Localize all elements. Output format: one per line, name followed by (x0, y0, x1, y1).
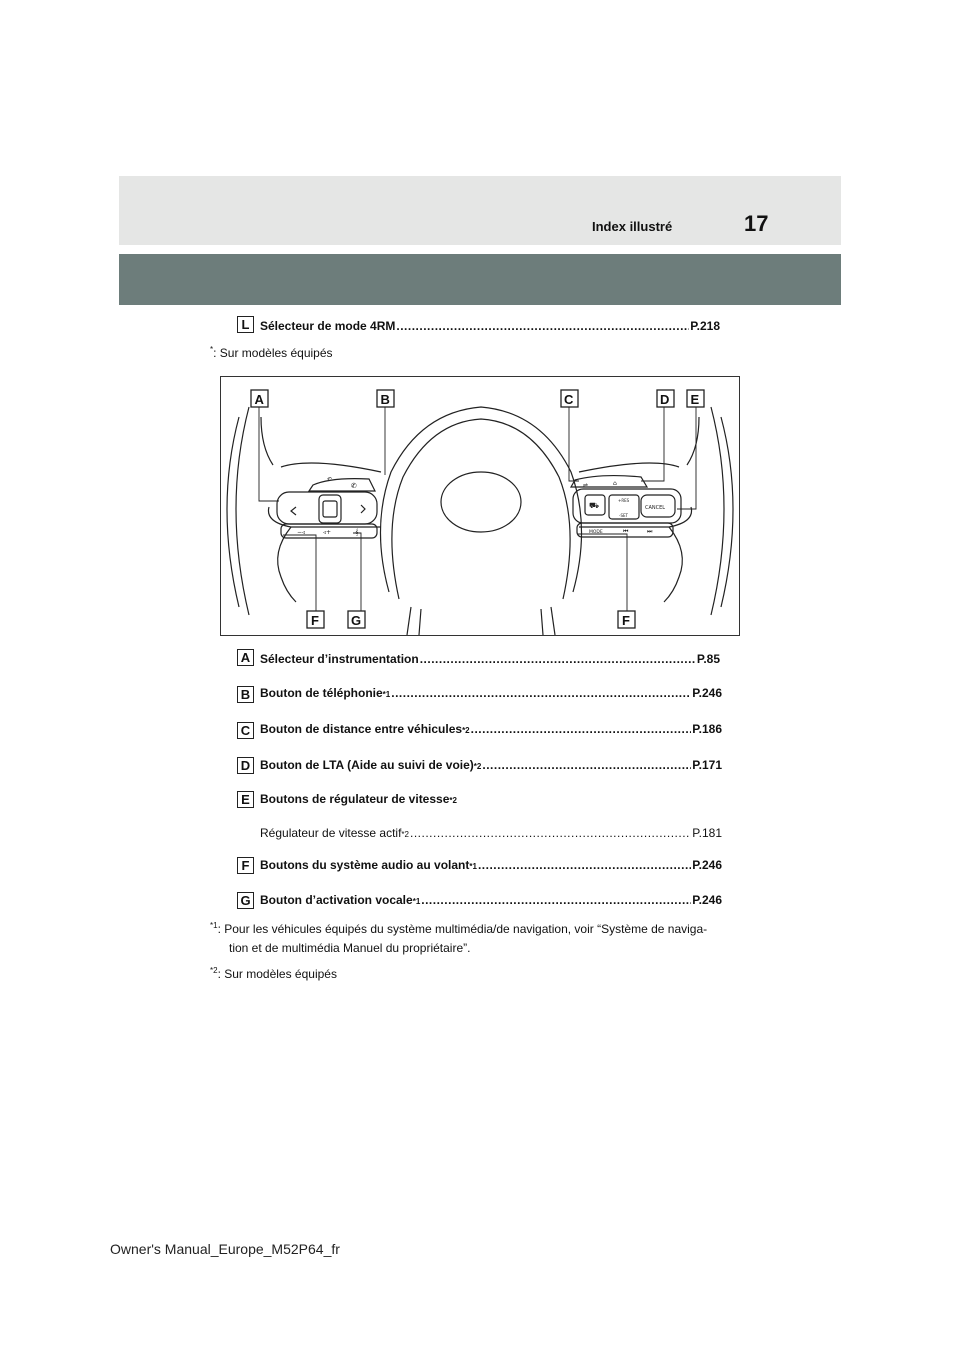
figure-label-f-left: F (311, 613, 319, 628)
letter-box-d: D (237, 757, 254, 774)
svg-text:MODE: MODE (589, 530, 603, 535)
entry-f[interactable]: Boutons du système audio au volant *1 ..... P.246 (260, 858, 722, 872)
letter-box-e: E (237, 791, 254, 808)
section-title: Index illustré (592, 219, 673, 234)
figure-label-f-right: F (622, 613, 630, 628)
entry-label: Régulateur de vitesse actif (260, 826, 402, 840)
svg-text:⏭: ⏭ (647, 528, 653, 535)
entry-label: Sélecteur d’instrumentation (260, 652, 419, 666)
entry-label: Sélecteur de mode 4RM (260, 319, 396, 333)
svg-text:⌂: ⌂ (613, 480, 617, 487)
letter-box-f: F (237, 857, 254, 874)
entry-l[interactable] (260, 319, 720, 333)
header-bar (119, 254, 841, 305)
footnote-2: $^{*2}$: Sur modèles équipés (210, 966, 337, 981)
entry-page: P.181 (692, 826, 722, 840)
top-footnote: *: Sur modèles équipés (210, 345, 333, 360)
svg-text:⇌: ⇌ (583, 482, 589, 489)
entry-label: Bouton de distance entre véhicules (260, 722, 463, 736)
figure-label-c: C (564, 392, 574, 407)
entry-b[interactable]: Bouton de téléphonie *1 ..... P.246 (260, 686, 722, 700)
svg-text:−◃: −◃ (297, 529, 306, 536)
footer-text: Owner's Manual_Europe_M52P64_fr (110, 1241, 340, 1257)
letter-box-g: G (237, 892, 254, 909)
footnote-1: $^{*1}$: Pour les véhicules équipés du système multimédia/de navigation, voir “Système de naviga- (210, 921, 708, 936)
steering-wheel-figure (220, 376, 740, 636)
entry-a[interactable] (260, 652, 720, 666)
svg-text:✆: ✆ (351, 482, 357, 490)
svg-text:◃+: ◃+ (323, 529, 332, 536)
entry-c[interactable]: Bouton de distance entre véhicules *2 ..... P.186 (260, 722, 722, 736)
svg-text:↶: ↶ (327, 476, 333, 483)
footnote-1-cont: tion et de multimédia Manuel du propriétaire”. (229, 941, 471, 955)
letter-box-b: B (237, 686, 254, 703)
entry-label: Boutons de régulateur de vitesse (260, 792, 450, 806)
entry-g[interactable]: Bouton d’activation vocale *1 ..... P.246 (260, 893, 722, 907)
entry-page: P.186 (692, 722, 722, 736)
entry-page: P.171 (692, 758, 722, 772)
svg-text:CANCEL: CANCEL (645, 505, 666, 511)
letter-box-a: A (237, 649, 254, 666)
figure-label-b: B (380, 392, 390, 407)
entry-label: Boutons du système audio au volant (260, 858, 470, 872)
figure-label-a: A (254, 392, 264, 407)
svg-text:𝄞: 𝄞 (355, 529, 359, 536)
entry-page: P.85 (696, 652, 720, 666)
entry-page: P.218 (690, 319, 720, 333)
svg-text:+RES: +RES (618, 498, 630, 503)
entry-e[interactable]: Boutons de régulateur de vitesse *2 (260, 792, 457, 806)
entry-label: Bouton d’activation vocale (260, 893, 413, 907)
svg-text:-SET: -SET (619, 513, 628, 518)
header-band (119, 176, 841, 245)
figure-label-e: E (690, 392, 700, 407)
steering-wheel-illustration (221, 377, 739, 635)
entry-e-sub[interactable]: Régulateur de vitesse actif *2 ..... P.181 (260, 826, 722, 840)
letter-box-l: L (237, 316, 254, 333)
entry-d[interactable]: Bouton de LTA (Aide au suivi de voie) *2 ..... P.171 (260, 758, 722, 772)
letter-box-c: C (237, 722, 254, 739)
entry-page: P.246 (692, 686, 722, 700)
svg-text:⛟: ⛟ (589, 501, 600, 510)
figure-label-d: D (660, 392, 670, 407)
page-number: 17 (744, 211, 769, 236)
entry-page: P.246 (692, 893, 722, 907)
entry-label: Bouton de téléphonie (260, 686, 383, 700)
entry-page: P.246 (692, 858, 722, 872)
svg-text:⏮: ⏮ (623, 528, 629, 535)
figure-label-g: G (351, 613, 362, 628)
entry-label: Bouton de LTA (Aide au suivi de voie) (260, 758, 474, 772)
